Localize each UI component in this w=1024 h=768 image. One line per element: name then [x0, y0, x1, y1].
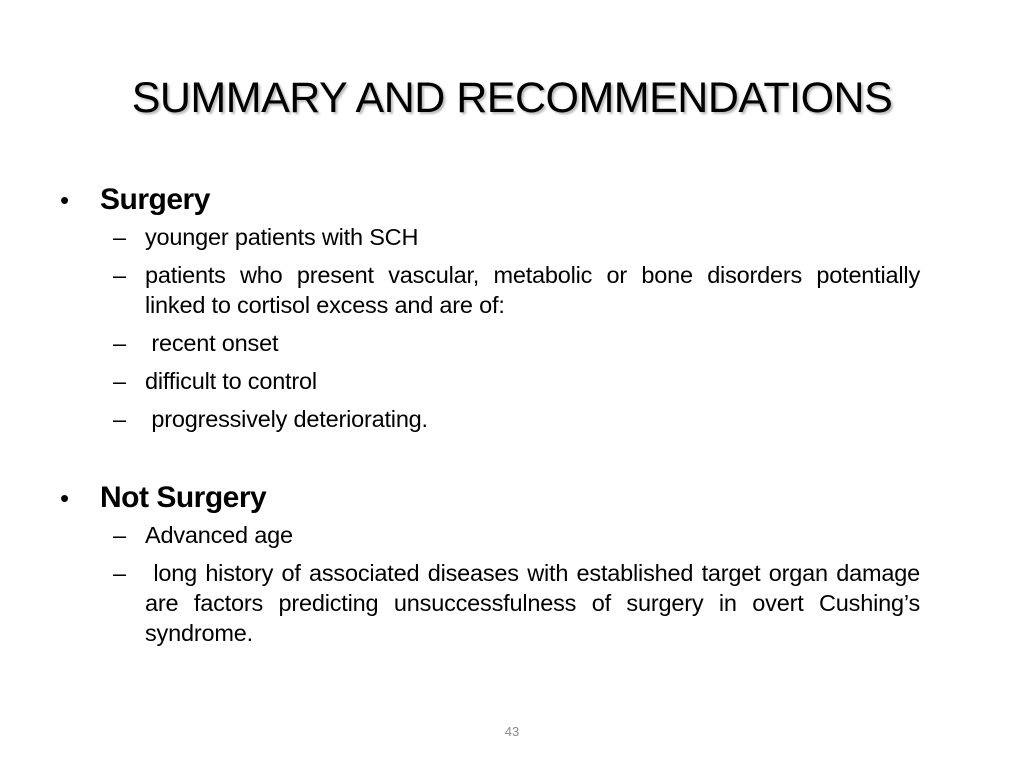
list-item-text: difficult to control — [145, 368, 317, 394]
list-item-text: Advanced age — [145, 522, 293, 548]
slide-content — [58, 180, 927, 656]
bullet-icon: • — [60, 185, 69, 215]
section-gap — [58, 442, 920, 478]
section-surgery — [58, 180, 920, 434]
list-item-text: younger patients with SCH — [145, 224, 419, 250]
dash-icon: – — [113, 368, 126, 394]
list-item — [58, 404, 920, 434]
dash-icon: – — [113, 406, 126, 432]
dash-icon: – — [113, 560, 126, 586]
dash-icon: – — [113, 262, 126, 288]
dash-icon: – — [113, 522, 126, 548]
list-item-text: recent onset — [145, 330, 279, 356]
section-heading-text: Not Surgery — [100, 481, 267, 514]
list-item — [58, 328, 920, 358]
list-item-text: long history of associated diseases with established target organ damage are factors predicting unsuccessfulness of surgery in overt Cushing’s syndrome. — [145, 560, 927, 646]
dash-icon: – — [113, 330, 126, 356]
list-item-text: patients who present vascular, metabolic or bone disorders potentially linked to cortisol excess and are of: — [145, 262, 920, 318]
bullet-icon: • — [60, 483, 69, 513]
list-item — [58, 222, 920, 252]
dash-icon: – — [113, 224, 126, 250]
section-heading-text: Surgery — [100, 183, 210, 216]
slide-title: SUMMARY AND RECOMMENDATIONS — [131, 74, 893, 122]
page-number: 43 — [504, 724, 520, 739]
sub-list — [58, 222, 920, 434]
section-heading — [58, 478, 920, 518]
list-item — [58, 366, 920, 396]
sub-list — [58, 520, 927, 648]
list-item-text: progressively deteriorating. — [145, 406, 428, 432]
section-not-surgery — [58, 478, 927, 648]
list-item — [58, 520, 920, 550]
list-item — [58, 260, 920, 320]
list-item — [58, 558, 927, 648]
section-heading — [58, 180, 920, 220]
